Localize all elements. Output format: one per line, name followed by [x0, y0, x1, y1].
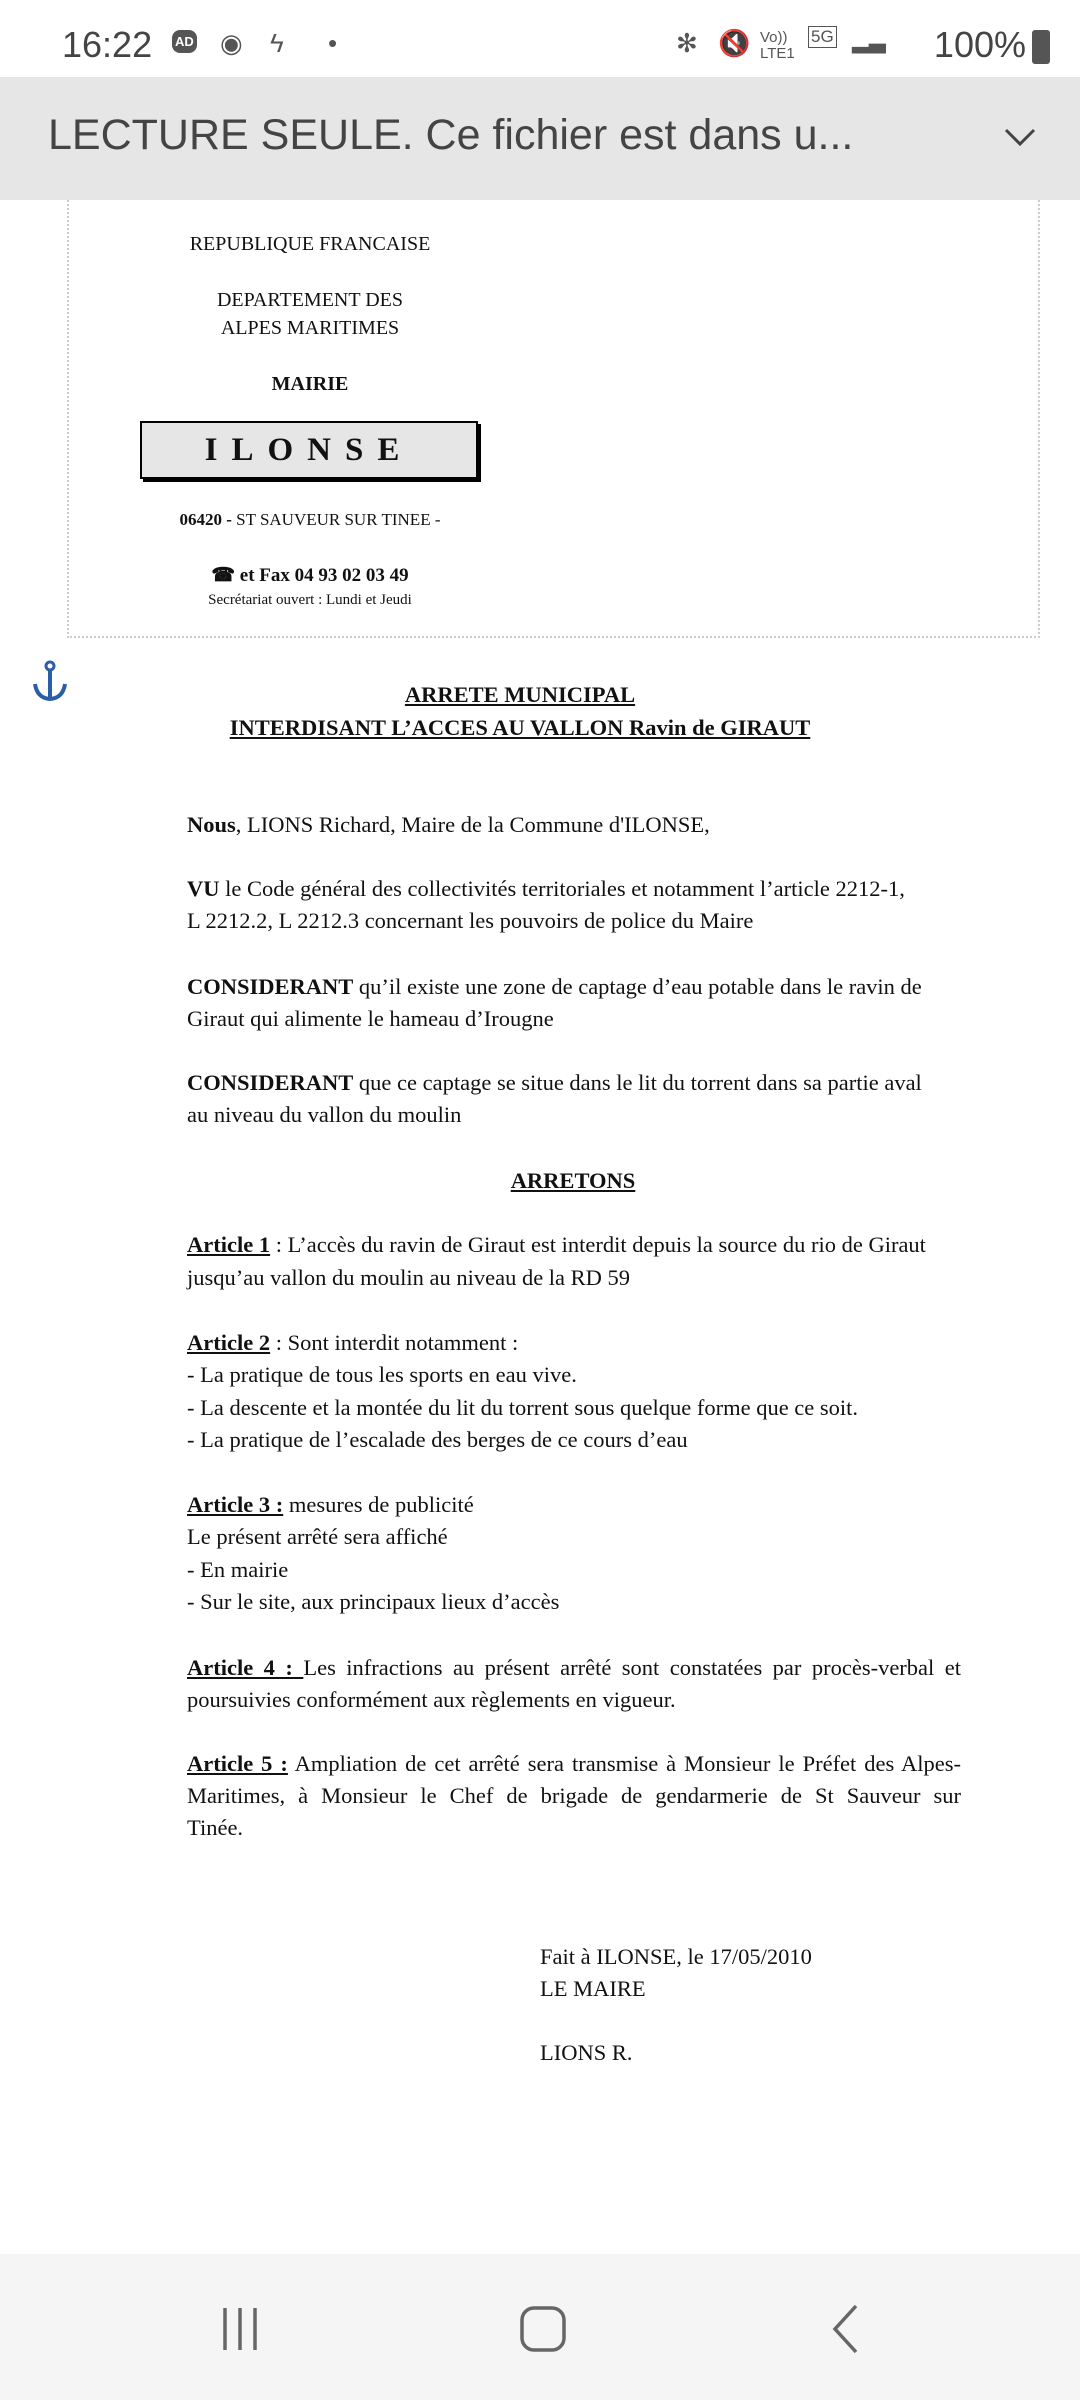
article-1-line-1 — [187, 1230, 926, 1260]
republic-text: REPUBLIQUE FRANCAISE — [189, 233, 431, 255]
article-4-line-1 — [187, 1653, 961, 1683]
document-title-1: ARRETE MUNICIPAL — [404, 682, 636, 707]
town: ST SAUVEUR SUR TINEE - — [236, 510, 441, 529]
article-4-line-2: poursuivies conformément aux règlements en vigueur. — [187, 1687, 676, 1712]
vu-text: le Code général des collectivités territoriales et notamment l’article 2212-1, — [219, 876, 905, 901]
article-3-item: - En mairie — [187, 1557, 289, 1582]
signature-name: LIONS R. — [540, 2040, 633, 2065]
adblocker-icon: AD — [172, 30, 197, 53]
battery-percent: 100% — [933, 24, 1026, 65]
commune-name-box: ILONSE — [140, 421, 478, 479]
considerant-lead: CONSIDERANT — [187, 1070, 354, 1095]
signature-title: LE MAIRE — [540, 1976, 646, 2001]
article-1-text: : L’accès du ravin de Giraut est interdit depuis la source du rio de Giraut — [270, 1232, 926, 1257]
considerant-lead: CONSIDERANT — [187, 974, 354, 999]
article-5-line-3: Tinée. — [187, 1815, 244, 1840]
status-time: 16:22 — [62, 24, 153, 65]
nous-text: , LIONS Richard, Maire de la Commune d'ILONSE, — [235, 812, 710, 837]
address — [140, 510, 480, 530]
article-3-text: mesures de publicité — [283, 1492, 474, 1517]
phone-number: et Fax 04 93 02 03 49 — [239, 565, 409, 586]
considerant-text: qu’il existe une zone de captage d’eau potable dans le ravin de — [353, 974, 922, 999]
arretons-heading: ARRETONS — [510, 1168, 636, 1193]
article-5-line-2: Maritimes, à Monsieur le Chef de brigade de gendarmerie de St Sauveur sur — [187, 1783, 961, 1808]
vu-line-2: L 2212.2, L 2212.3 concernant les pouvoirs de police du Maire — [187, 908, 754, 933]
home-icon[interactable] — [508, 2294, 578, 2364]
bolt-icon: ϟ — [270, 28, 284, 58]
signal-icon: ▂▃ — [852, 28, 886, 53]
article-3-line-1 — [187, 1490, 474, 1520]
article-2-text: : Sont interdit notamment : — [270, 1330, 519, 1355]
5g-icon: 5G — [808, 26, 837, 48]
article-2-item: - La descente et la montée du lit du torrent sous quelque forme que ce soit. — [187, 1395, 859, 1420]
status-bar — [0, 0, 1080, 77]
office-hours: Secrétariat ouvert : Lundi et Jeudi — [208, 592, 412, 608]
considerant-2-line-2: au niveau du vallon du moulin — [187, 1102, 462, 1127]
read-only-banner — [0, 77, 1080, 200]
article-3-item: - Sur le site, aux principaux lieux d’accès — [187, 1589, 560, 1614]
dot-icon: • — [328, 28, 338, 58]
article-5-text: Ampliation de cet arrêté sera transmise à Monsieur le Préfet des Alpes- — [287, 1751, 961, 1776]
article-2-line-1 — [187, 1328, 518, 1358]
article-1-line-2: jusqu’au vallon du moulin au niveau de la RD 59 — [187, 1265, 631, 1290]
chevron-down-icon[interactable] — [1000, 117, 1040, 157]
article-1-label: Article 1 — [187, 1232, 271, 1257]
signature-place-date: Fait à ILONSE, le 17/05/2010 — [540, 1944, 812, 1969]
article-5-label: Article 5 : — [187, 1751, 288, 1776]
nous-paragraph — [187, 810, 710, 840]
postcode: 06420 - — [179, 510, 232, 529]
phone-line — [140, 564, 480, 587]
back-icon[interactable] — [811, 2294, 881, 2364]
phone-icon: ☎ — [211, 565, 236, 586]
article-2-item: - La pratique de tous les sports en eau vive. — [187, 1362, 577, 1387]
battery-icon — [1032, 30, 1050, 64]
article-5-line-1 — [187, 1749, 961, 1779]
article-3-label: Article 3 : — [187, 1492, 284, 1517]
navigation-bar — [0, 2254, 1080, 2400]
vu-line-1 — [187, 874, 905, 904]
article-4-text: Les infractions au présent arrêté sont constatées par procès-verbal et — [303, 1655, 961, 1680]
considerant-2-line-1 — [187, 1068, 922, 1098]
messenger-icon: ◉ — [220, 28, 243, 58]
article-2-item: - La pratique de l’escalade des berges de ce cours d’eau — [187, 1427, 688, 1452]
vu-lead: VU — [187, 876, 220, 901]
article-2-label: Article 2 — [187, 1330, 271, 1355]
mute-icon: 🔇 — [718, 28, 751, 58]
department-line-1: DEPARTEMENT DES — [216, 289, 404, 311]
banner-title: LECTURE SEULE. Ce fichier est dans u... — [48, 111, 854, 159]
department-line-2: ALPES MARITIMES — [220, 317, 400, 339]
considerant-1-line-2: Giraut qui alimente le hameau d’Irougne — [187, 1006, 554, 1031]
recent-apps-icon[interactable] — [205, 2294, 275, 2364]
nous-lead: Nous — [187, 812, 236, 837]
mairie-text: MAIRIE — [271, 373, 349, 395]
article-3-line-2: Le présent arrêté sera affiché — [187, 1524, 448, 1549]
bluetooth-icon: ✻ — [676, 28, 698, 58]
volte-icon: Vo)) LTE1 — [760, 29, 795, 62]
considerant-text: que ce captage se situe dans le lit du torrent dans sa partie aval — [353, 1070, 922, 1095]
considerant-1-line-1 — [187, 972, 922, 1002]
article-4-label: Article 4 : — [187, 1655, 304, 1680]
document-title-2: INTERDISANT L’ACCES AU VALLON Ravin de GIRAUT — [229, 715, 811, 740]
